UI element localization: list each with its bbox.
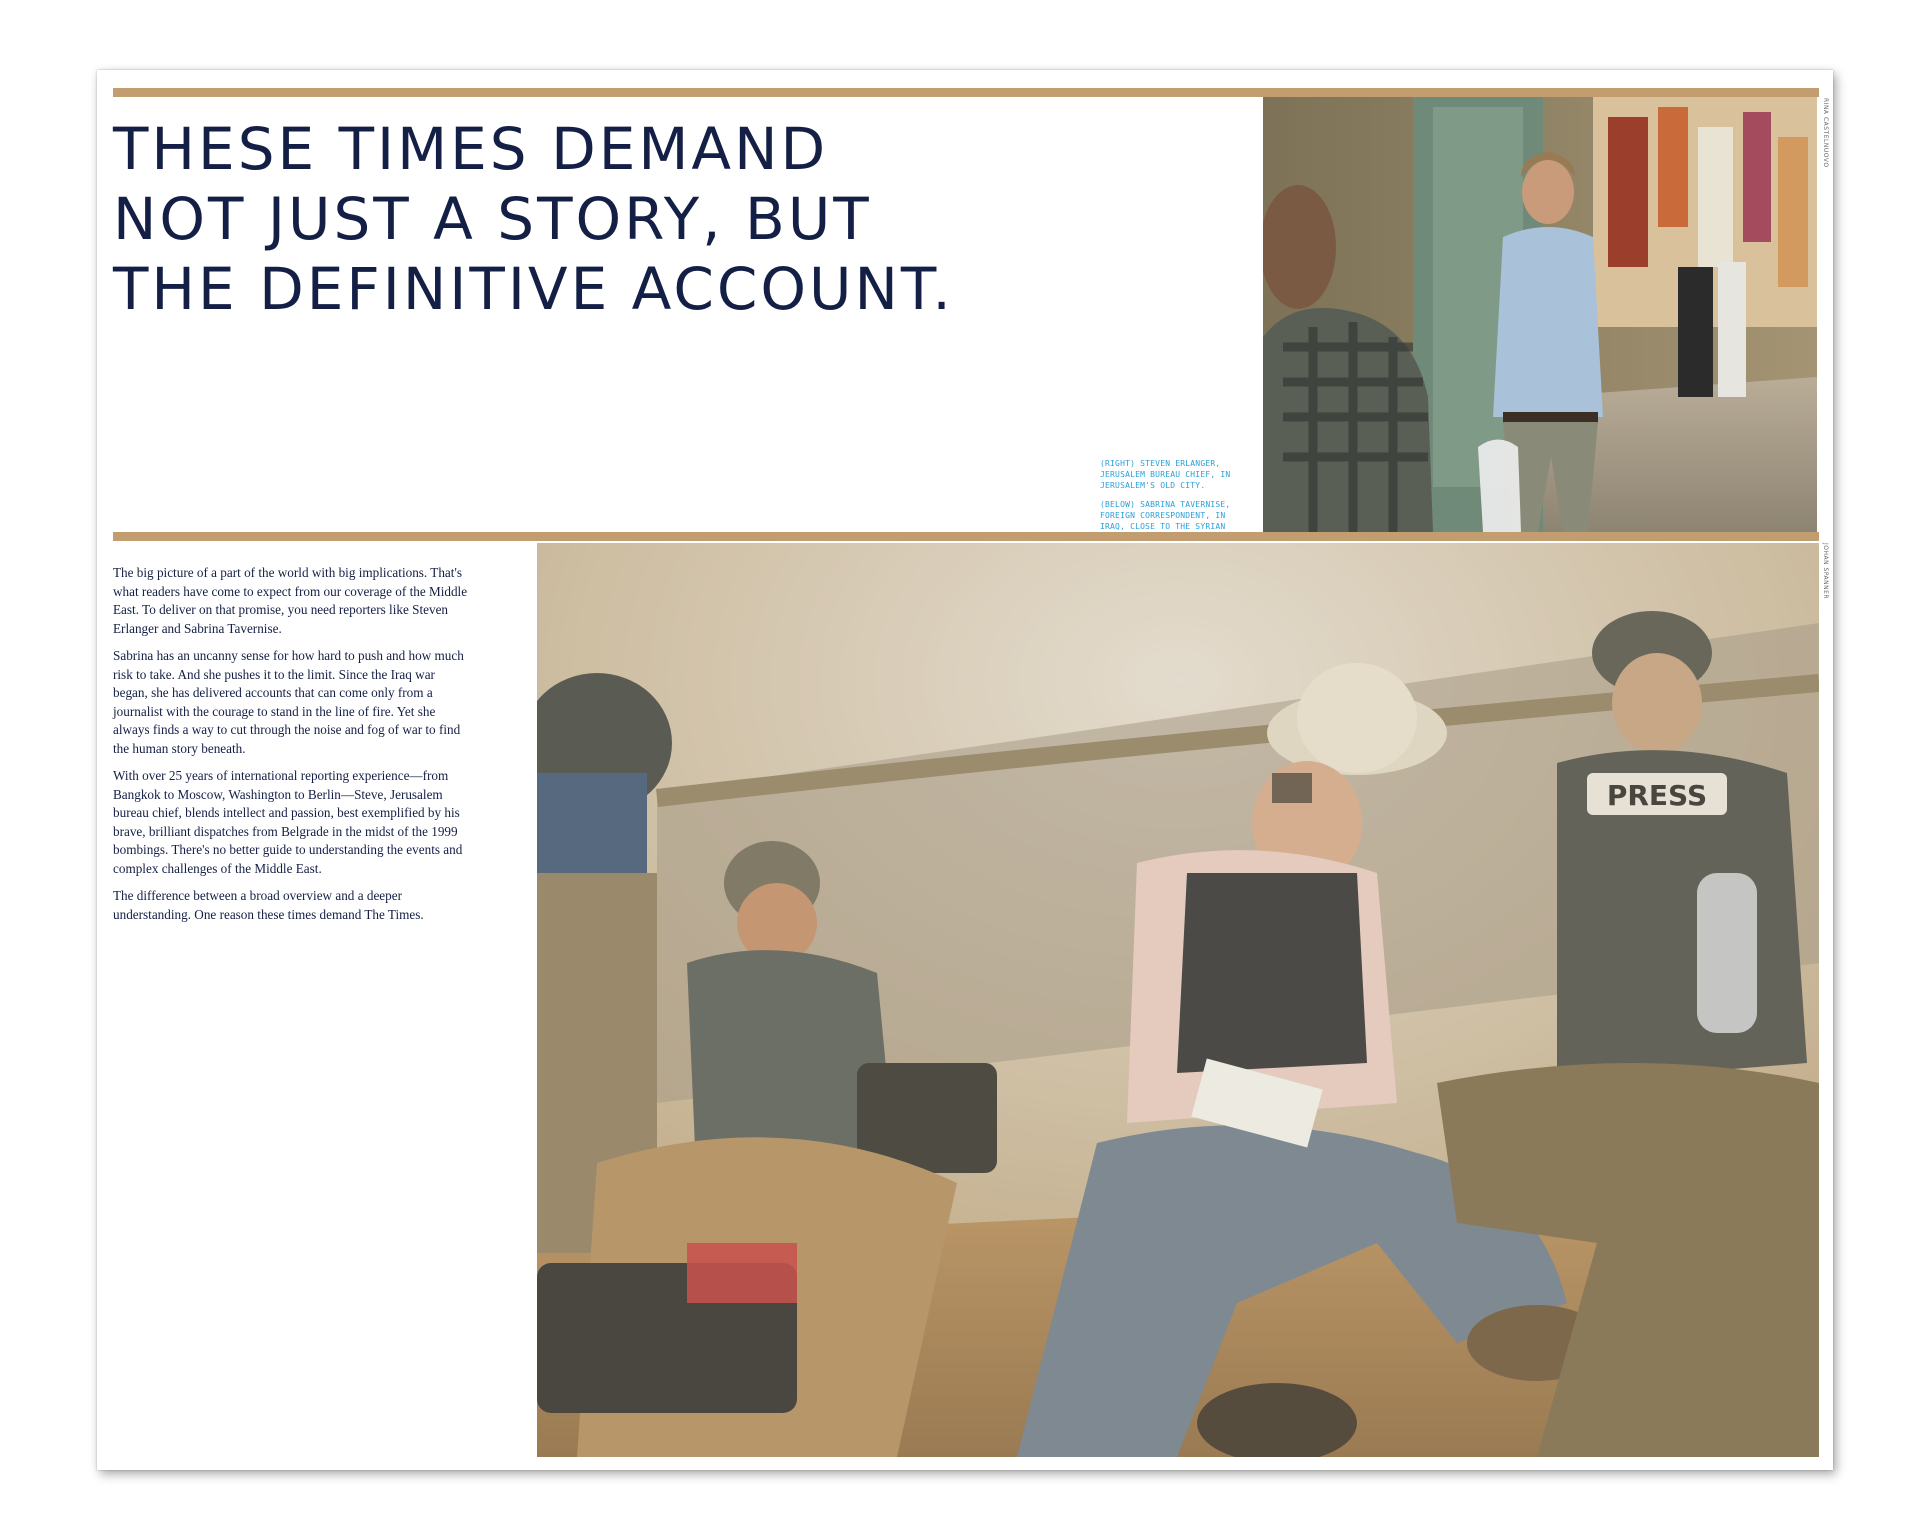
caption-below: (BELOW) SABRINA TAVERNISE, FOREIGN CORRESPONDENT, IN IRAQ, CLOSE TO THE SYRIAN (1100, 500, 1231, 531)
ad-page (97, 70, 1833, 1470)
body-paragraph-4: The difference between a broad overview and a deeper understanding. One reason these times demand The Times. (113, 888, 424, 922)
headline-line-3: THE DEFINITIVE ACCOUNT. (113, 255, 954, 323)
market-scene-illustration (1263, 97, 1817, 532)
body-paragraph-3: With over 25 years of international reporting experience—from Bangkok to Moscow, Washington to Berlin—Steve, Jerusalem bureau chief, blends intellect and passion, best exemplified by his brave, brilliant dispatches from Belgrade in the midst of the 1999 bombings. There's no better guide to understanding the events and complex challenges of the Middle East. (113, 768, 463, 876)
photo-journalists-iraq (537, 543, 1819, 1457)
headline-line-1: THESE TIMES DEMAND (113, 115, 829, 183)
top-rule (113, 88, 1819, 97)
body-paragraph-2: Sabrina has an uncanny sense for how hard to push and how much risk to take. And she pushes it to the limit. Since the Iraq war began, she has delivered accounts that can come only from a journalist with the courage to stand in the line of fire. Yet she always finds a way to cut through the noise and fog of war to find the human story beneath. (113, 648, 464, 756)
dust-scene-illustration (537, 543, 1819, 1457)
headline-line-2: NOT JUST A STORY, BUT (113, 185, 872, 253)
headline (113, 114, 993, 324)
top-photo-credit: RINA CASTELNUOVO (1822, 98, 1829, 168)
press-label: PRESS (1606, 779, 1708, 812)
body-paragraph-1: The big picture of a part of the world with big implications. That's what readers have come to expect from our coverage of the Middle East. To deliver on that promise, you need reporters like Steven Erlanger and Sabrina Tavernise. (113, 565, 468, 636)
caption-right: (RIGHT) STEVEN ERLANGER, JERUSALEM BUREAU CHIEF, IN JERUSALEM'S OLD CITY. (1100, 459, 1231, 490)
body-copy (113, 564, 468, 933)
middle-rule (113, 532, 1819, 541)
bottom-photo-credit: JOHAN SPANNER (1822, 543, 1829, 600)
photo-jerusalem-market (1263, 97, 1817, 532)
